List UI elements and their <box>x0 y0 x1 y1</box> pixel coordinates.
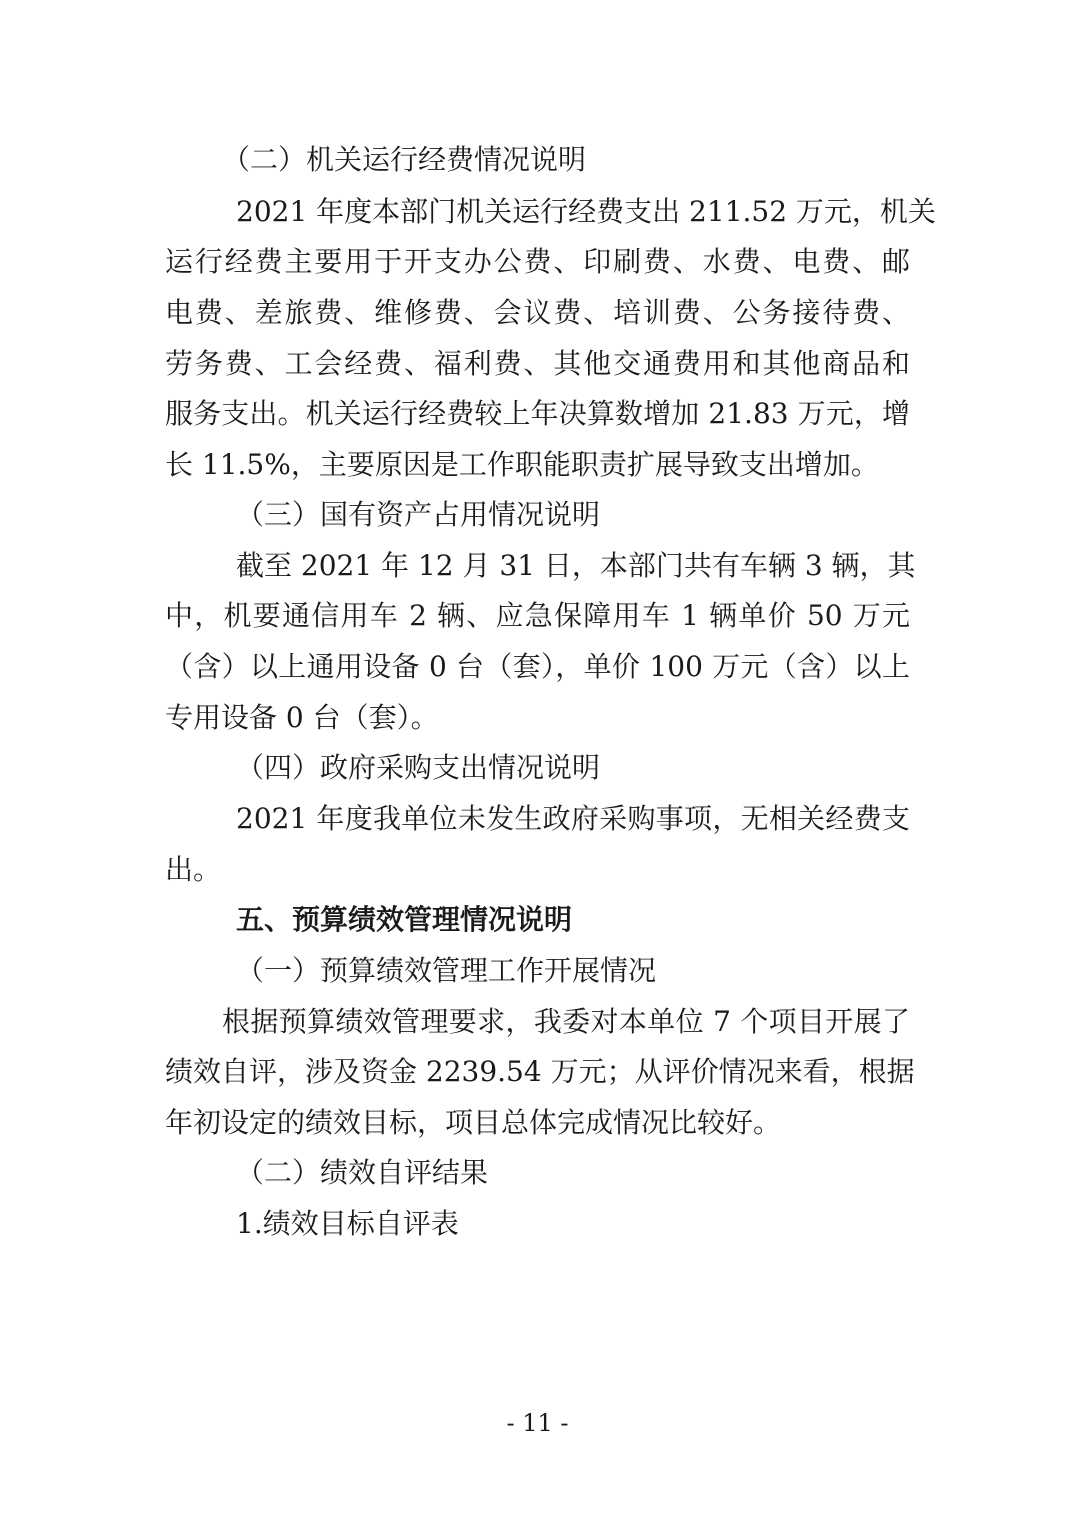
paragraph-line: 劳务费、工会经费、福利费、其他交通费用和其他商品和 <box>165 347 910 380</box>
page-number: - 11 - <box>506 1409 569 1437</box>
paragraph-line: 2021 年度我单位未发生政府采购事项，无相关经费支 <box>236 802 910 835</box>
paragraph-line: 根据预算绩效管理要求，我委对本单位 7 个项目开展了 <box>222 1005 910 1038</box>
paragraph-line: 电费、差旅费、维修费、会议费、培训费、公务接待费、 <box>165 296 910 329</box>
paragraph-line: 运行经费主要用于开支办公费、印刷费、水费、电费、邮 <box>165 245 910 278</box>
subheading-procurement: （四）政府采购支出情况说明 <box>236 751 601 784</box>
subheading-performance-work: （一）预算绩效管理工作开展情况 <box>236 954 657 987</box>
paragraph-line: 服务支出。机关运行经费较上年决算数增加 21.83 万元，增 <box>165 397 910 430</box>
paragraph-line: 截至 2021 年 12 月 31 日，本部门共有车辆 3 辆，其 <box>236 549 916 582</box>
paragraph-line: 出。 <box>165 853 222 886</box>
subheading-state-assets: （三）国有资产占用情况说明 <box>236 498 601 531</box>
paragraph-line: 2021 年度本部门机关运行经费支出 211.52 万元，机关 <box>236 195 936 228</box>
paragraph-line: （含）以上通用设备 0 台（套），单价 100 万元（含）以上 <box>165 650 910 683</box>
paragraph-line: 中，机要通信用车 2 辆、应急保障用车 1 辆单价 50 万元 <box>165 599 910 632</box>
subheading-self-evaluation: （二）绩效自评结果 <box>236 1156 489 1189</box>
paragraph-line: 年初设定的绩效目标，项目总体完成情况比较好。 <box>165 1106 782 1139</box>
subheading-office-expenses: （二）机关运行经费情况说明 <box>222 143 587 176</box>
list-item-target-table: 1.绩效目标自评表 <box>236 1207 459 1240</box>
section-heading-performance: 五、预算绩效管理情况说明 <box>236 903 573 936</box>
paragraph-line: 长 11.5%，主要原因是工作职能职责扩展导致支出增加。 <box>165 448 879 481</box>
paragraph-line: 专用设备 0 台（套）。 <box>165 701 439 734</box>
paragraph-line: 绩效自评，涉及资金 2239.54 万元；从评价情况来看，根据 <box>165 1055 915 1088</box>
